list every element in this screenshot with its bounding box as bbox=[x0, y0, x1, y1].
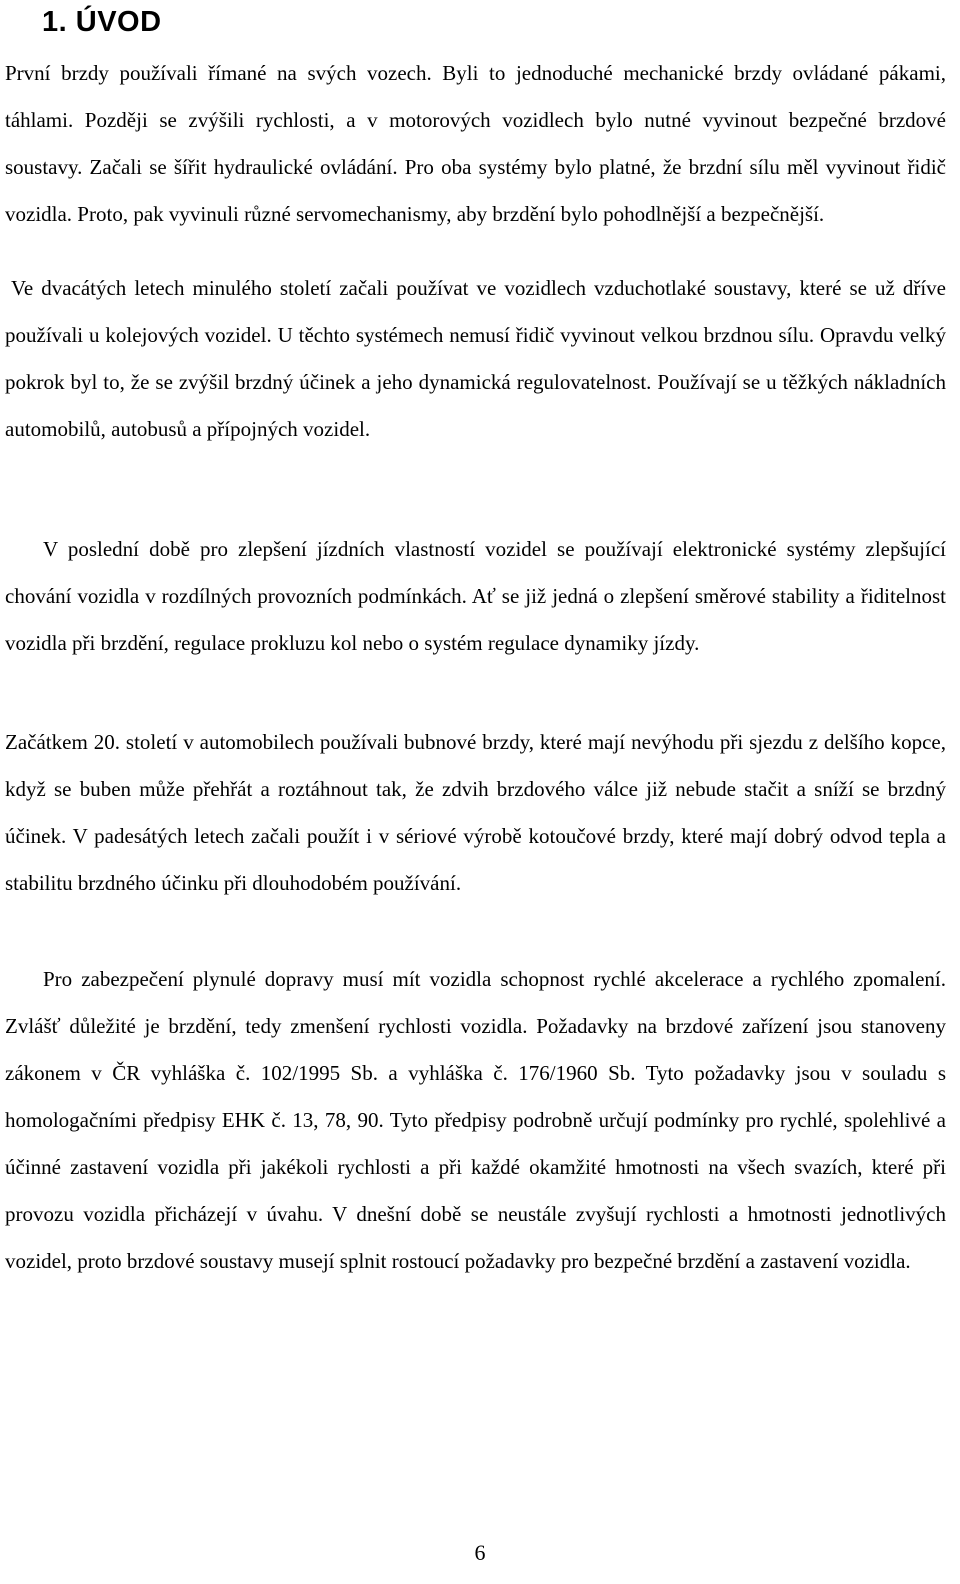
paragraph-drum-disc-brakes: Začátkem 20. století v automobilech používali bubnové brzdy, které mají nevýhodu při sjezdu z delšího kopce, když se buben může přehřát a roztáhnout tak, že zdvih brzdového válce již nebude stačit a sníží se brzdný účinek. V padesátých letech začali použít i v sériové výrobě kotoučové brzdy, které mají dobrý odvod tepla a stabilitu brzdného účinku při dlouhodobém používání. bbox=[5, 730, 946, 895]
paragraph-electronic-systems: V poslední době pro zlepšení jízdních vlastností vozidel se používají elektronické systémy zlepšující chování vozidla v rozdílných provozních podmínkách. Ať se již jedná o zlepšení směrové stability a řiditelnost vozidla při brzdění, regulace prokluzu kol nebo o systém regulace dynamiky jízdy. bbox=[5, 537, 946, 655]
chapter-title: ÚVOD bbox=[75, 6, 162, 38]
paragraph-air-brakes: Ve dvacátých letech minulého století začali používat ve vozidlech vzduchotlaké soustavy, které se už dříve používali u kolejových vozidel. U těchto systémech nemusí řidič vyvinout velkou brzdnou sílu. Opravdu velký pokrok byl to, že se zvýšil brzdný účinek a jeho dynamická regulovatelnost. Používají se u těžkých nákladních automobilů, autobusů a přípojných vozidel. bbox=[5, 276, 946, 441]
paragraph-history-intro: První brzdy používali římané na svých vozech. Byli to jednoduché mechanické brzdy ovládané pákami, táhlami. Později se zvýšili rychlosti, a v motorových vozidlech bylo nutné vyvinout bezpečné brzdové soustavy. Začali se šířit hydraulické ovládání. Pro oba systémy bylo platné, že brzdní sílu měl vyvinout řidič vozidla. Proto, pak vyvinuli různé servomechanismy, aby brzdění bylo pohodlnější a bezpečnější. bbox=[5, 61, 946, 226]
chapter-heading bbox=[42, 2, 162, 42]
chapter-number: 1. bbox=[42, 6, 68, 38]
page-number: 6 bbox=[474, 1540, 486, 1565]
paragraph-regulations: Pro zabezpečení plynulé dopravy musí mít vozidla schopnost rychlé akcelerace a rychlého zpomalení. Zvlášť důležité je brzdění, tedy zmenšení rychlosti vozidla. Požadavky na brzdové zařízení jsou stanoveny zákonem v ČR vyhláška č. 102/1995 Sb. a vyhláška č. 176/1960 Sb. Tyto požadavky jsou v souladu s homologačními předpisy EHK č. 13, 78, 90. Tyto předpisy podrobně určují podmínky pro rychlé, spolehlivé a účinné zastavení vozidla při jakékoli rychlosti a při každé okamžité hmotnosti na všech svazích, které při provozu vozidla přicházejí v úvahu. V dnešní době se neustále zvyšují rychlosti a hmotnosti jednotlivých vozidel, proto brzdové soustavy musejí splnit rostoucí požadavky pro bezpečné brzdění a zastavení vozidla. bbox=[5, 967, 946, 1273]
